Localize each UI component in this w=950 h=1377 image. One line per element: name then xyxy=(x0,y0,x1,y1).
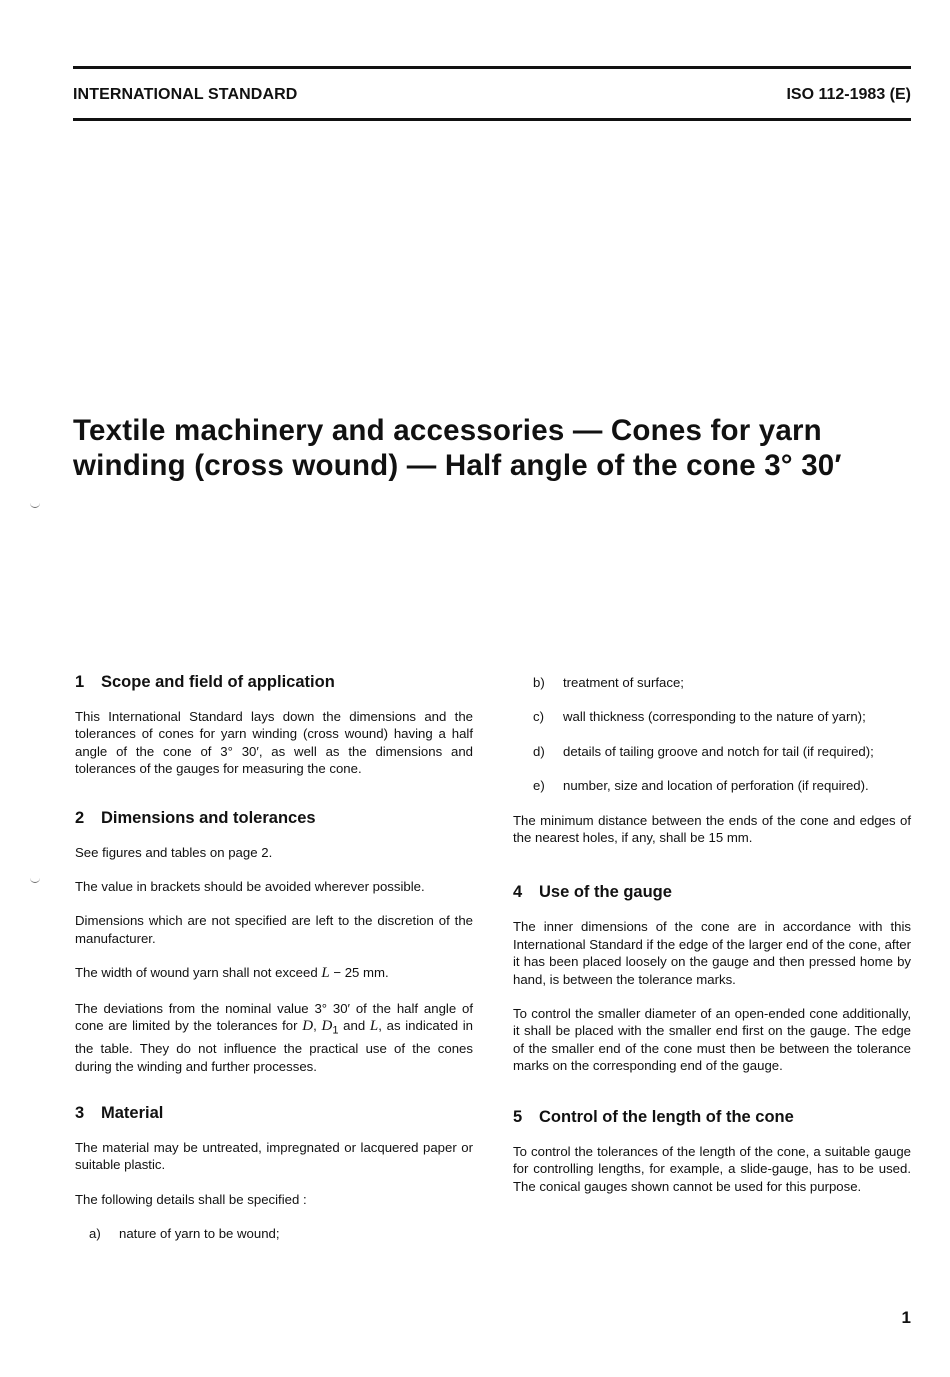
margin-mark xyxy=(30,878,40,883)
paragraph xyxy=(75,1000,473,1075)
section-number: 1 xyxy=(75,673,85,691)
document-title xyxy=(73,413,913,483)
list-text: details of tailing groove and notch for tail (if required); xyxy=(563,743,874,759)
math-variable: L xyxy=(369,1018,379,1035)
list-marker: d) xyxy=(533,743,545,759)
list-item xyxy=(75,1225,473,1242)
section-number: 3 xyxy=(75,1103,85,1122)
list-marker: e) xyxy=(533,778,545,794)
paragraph: The value in brackets should be avoided wherever possible. xyxy=(75,879,425,895)
section-title: Material xyxy=(101,1103,164,1122)
header-top-rule xyxy=(73,66,911,69)
paragraph: To control the smaller diameter of an open-ended cone additionally, it shall be placed with the smaller end first on the gauge. The edge of the smaller end of the cone must then be between the tolerance marks on the corresponding end of the gauge. xyxy=(513,1006,911,1074)
text-run: The deviations from the nominal value 3° 30′ of the half angle of cone are limited by the tolerances for xyxy=(75,1000,473,1034)
header-standard-label: INTERNATIONAL STANDARD xyxy=(73,86,298,103)
list-item xyxy=(513,674,911,691)
list-item xyxy=(513,708,911,725)
section-number: 5 xyxy=(513,1107,523,1126)
section-title: Use of the gauge xyxy=(539,883,672,902)
subscript: 1 xyxy=(332,1024,339,1037)
section-3-heading xyxy=(75,1101,473,1125)
section-5-heading xyxy=(513,1105,911,1129)
math-variable: D xyxy=(321,1018,333,1035)
header-bottom-rule xyxy=(73,118,911,121)
text-run: The width of wound yarn shall not exceed xyxy=(75,965,322,981)
header-document-number: ISO 112-1983 (E) xyxy=(786,86,911,103)
paragraph: The inner dimensions of the cone are in accordance with this International Standard if the edge of the larger end of the cone, after it has been placed loosely on the gauge and then pressed home by hand, is between the tolerance marks. xyxy=(513,919,911,987)
page-number: 1 xyxy=(901,1308,911,1327)
text-run: − 25 mm. xyxy=(329,965,389,981)
paragraph: Dimensions which are not specified are left to the discretion of the manufacturer. xyxy=(75,913,473,946)
paragraph: See figures and tables on page 2. xyxy=(75,844,273,860)
right-column xyxy=(513,670,911,1195)
list-text: nature of yarn to be wound; xyxy=(119,1226,280,1242)
section-number: 2 xyxy=(75,808,85,827)
list-text: number, size and location of perforation (if required). xyxy=(563,778,869,794)
list-marker: c) xyxy=(533,709,544,725)
title-line-1: Textile machinery and accessories — Cones for yarn xyxy=(73,414,822,447)
section-4-heading xyxy=(513,880,911,904)
margin-mark xyxy=(30,503,40,508)
list-item xyxy=(513,777,911,794)
text-run: , as indicated in the table. They do not influence the practical use of the cones during the winding and further processes. xyxy=(75,1018,474,1074)
left-column xyxy=(75,670,473,1243)
list-item xyxy=(513,743,911,760)
section-title: Scope and field of application xyxy=(101,673,335,691)
paragraph: The following details shall be specified : xyxy=(75,1191,307,1207)
list-marker: b) xyxy=(533,675,545,690)
math-variable: L xyxy=(321,965,330,982)
title-line-2: winding (cross wound) — Half angle of the cone 3° 30′ xyxy=(73,449,842,482)
text-run: and xyxy=(338,1018,370,1034)
section-1-heading xyxy=(75,670,473,694)
paragraph: To control the tolerances of the length of the cone, a suitable gauge for controlling lengths, for example, a slide-gauge, has to be used. The conical gauges shown cannot be used for this purpose. xyxy=(513,1143,911,1194)
math-variable: D xyxy=(302,1018,314,1035)
list-text: wall thickness (corresponding to the nature of yarn); xyxy=(563,709,866,725)
paragraph: The material may be untreated, impregnated or lacquered paper or suitable plastic. xyxy=(75,1139,473,1173)
section-2-heading xyxy=(75,806,473,830)
section-title: Control of the length of the cone xyxy=(539,1107,794,1126)
section-title: Dimensions and tolerances xyxy=(101,808,316,827)
section-number: 4 xyxy=(513,883,523,902)
paragraph: This International Standard lays down the dimensions and the tolerances of cones for yarn winding (cross wound) having a half angle of the cone of 3° 30′, as well as the dimensions and tolerances of the gauges for measuring the cone. xyxy=(75,709,473,777)
paragraph: The minimum distance between the ends of the cone and edges of the nearest holes, if any, shall be 15 mm. xyxy=(513,812,911,846)
paragraph xyxy=(75,964,473,982)
text-run: , xyxy=(313,1018,322,1034)
list-text: treatment of surface; xyxy=(563,675,684,690)
list-marker: a) xyxy=(89,1226,101,1242)
